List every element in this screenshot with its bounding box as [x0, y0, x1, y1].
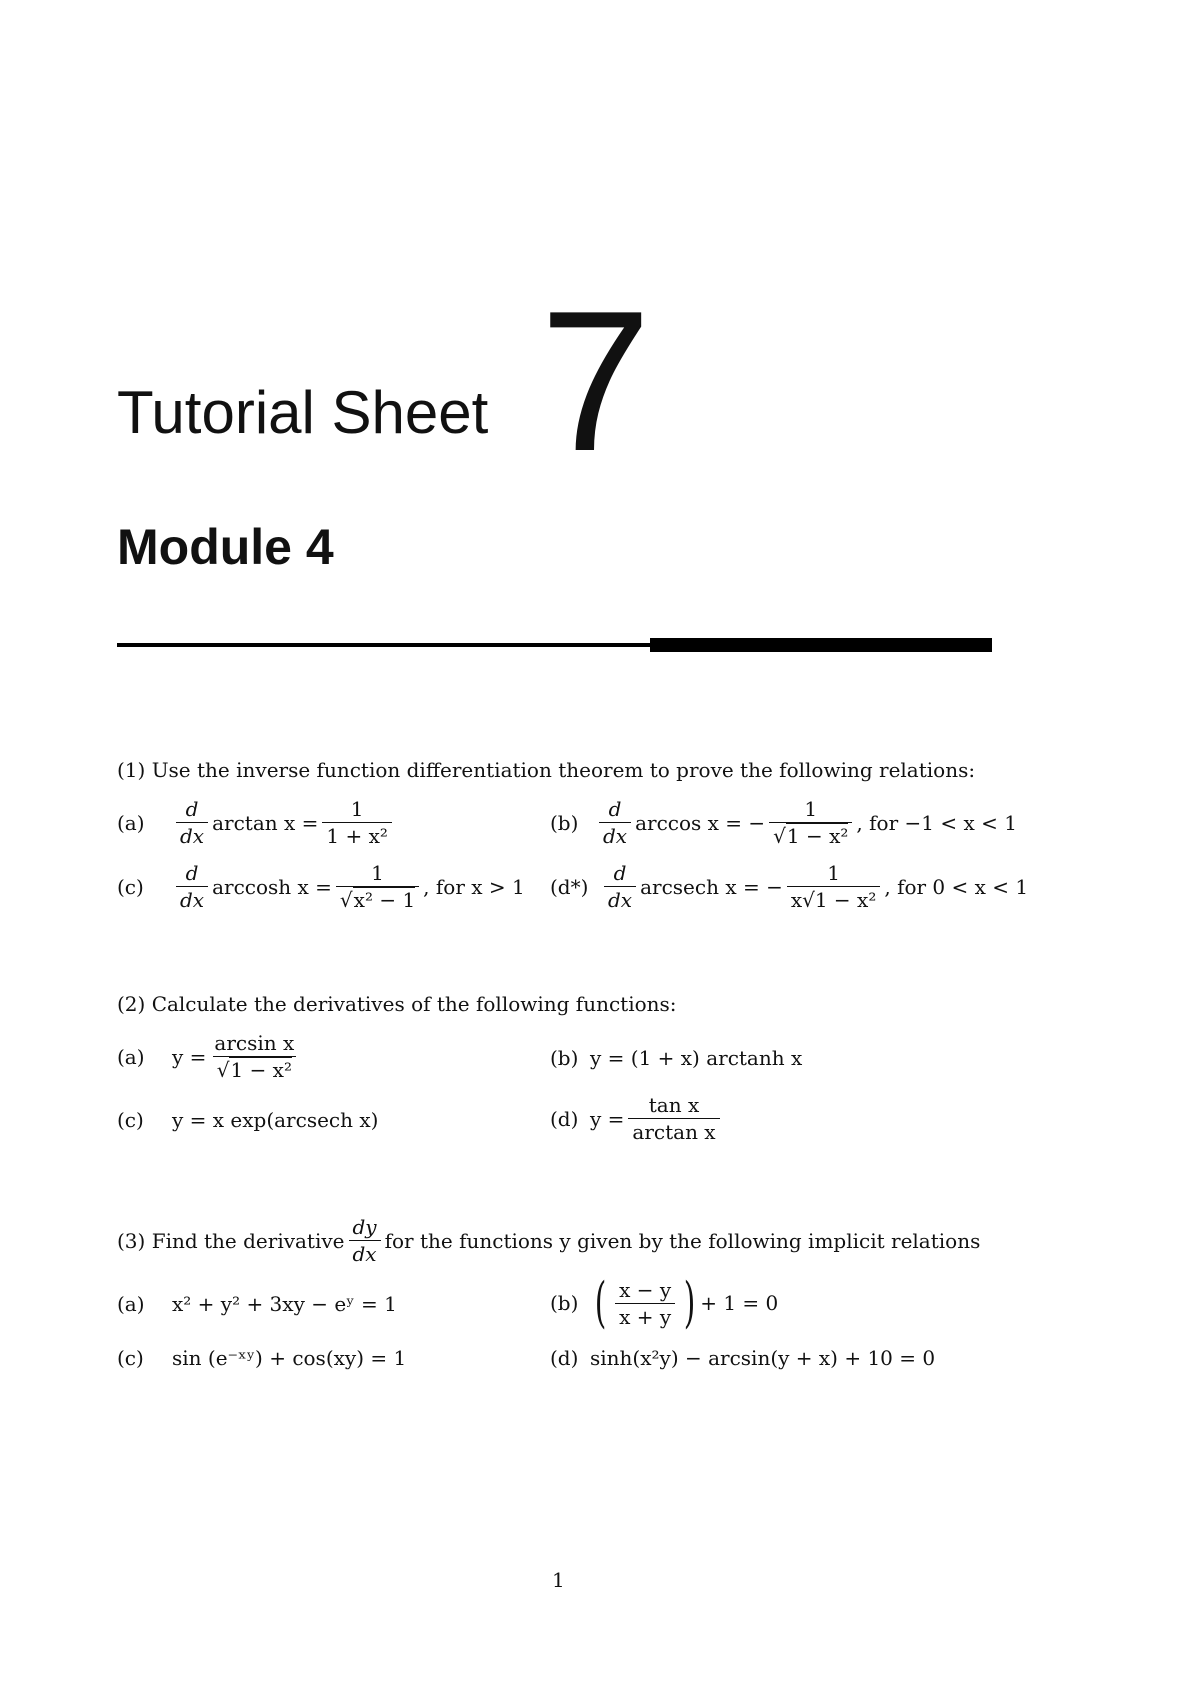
q3b-rest: + 1 = 0 — [700, 1291, 779, 1315]
item-label: (c) — [117, 1346, 144, 1370]
module-heading: Module 4 — [117, 519, 334, 575]
q1a-fraction: $\frac{1}{\text{1 + x²}}$ — [322, 798, 392, 847]
q1c-fraction: $\frac{1}{\text{√x² − 1}}$ — [336, 862, 419, 911]
item-label: (a) — [117, 810, 145, 835]
q3c-expr: sin (e⁻ˣʸ) + cos(xy) = 1 — [172, 1346, 407, 1370]
q2-item-b — [550, 1046, 802, 1070]
q1c-lhs: arccosh x = — [212, 874, 332, 899]
q1b-condition: , for −1 < x < 1 — [856, 810, 1017, 835]
ddx-fraction: $\frac{d}{dx}$ — [599, 798, 631, 847]
q3d-expr: sinh(x²y) − arcsin(y + x) + 10 = 0 — [590, 1346, 936, 1370]
ddx-fraction: $\frac{d}{dx}$ — [176, 798, 208, 847]
q1-item-a — [117, 798, 396, 847]
dydx-fraction: $\frac{dy}{dx}$ — [349, 1216, 381, 1265]
q2a-lhs: y = — [172, 1044, 207, 1069]
item-label: (d) — [550, 1346, 579, 1370]
q2-item-c — [117, 1108, 378, 1132]
q2d-fraction: $\frac{\text{tan x}}{\text{arctan x}}$ — [628, 1094, 719, 1143]
q2-item-d — [550, 1094, 724, 1143]
q2-item-a — [117, 1032, 302, 1081]
q2-intro: (2) Calculate the derivatives of the following functions: — [117, 992, 677, 1016]
sheet-number: 7 — [540, 270, 652, 493]
q1b-fraction: $\frac{1}{\text{√1 − x²}}$ — [769, 798, 852, 847]
item-label: (d) — [550, 1106, 579, 1131]
q1b-lhs: arccos x = − — [635, 810, 766, 835]
item-label: (a) — [117, 1292, 145, 1316]
item-label: (b) — [550, 1291, 579, 1315]
item-label: (d*) — [550, 874, 589, 899]
item-label: (b) — [550, 810, 579, 835]
ddx-fraction: $\frac{d}{dx}$ — [604, 862, 636, 911]
q2b-expr: y = (1 + x) arctanh x — [590, 1046, 803, 1070]
q3-intro — [117, 1216, 980, 1265]
q1-item-d — [550, 862, 1028, 911]
item-label: (c) — [117, 874, 144, 899]
item-label: (b) — [550, 1046, 579, 1070]
item-label: (c) — [117, 1108, 144, 1132]
item-label: (a) — [117, 1044, 145, 1069]
header-rule-thick — [650, 638, 992, 652]
q1d-condition: , for 0 < x < 1 — [884, 874, 1029, 899]
q3-item-a — [117, 1292, 397, 1316]
q3-item-c — [117, 1346, 406, 1370]
q3-item-d — [550, 1346, 935, 1370]
page-number: 1 — [552, 1568, 565, 1592]
sheet-title: Tutorial Sheet — [117, 379, 489, 446]
q1-item-c — [117, 862, 525, 911]
q1a-lhs: arctan x = — [212, 810, 319, 835]
header-rule-thin — [117, 643, 652, 647]
q1c-condition: , for x > 1 — [423, 874, 525, 899]
q2c-expr: y = x exp(arcsech x) — [172, 1108, 379, 1132]
q1d-fraction: $\frac{1}{\text{x√1 − x²}}$ — [787, 862, 881, 911]
q2d-lhs: y = — [590, 1106, 625, 1131]
q3a-expr: x² + y² + 3xy − eʸ = 1 — [172, 1292, 397, 1316]
ddx-fraction: $\frac{d}{dx}$ — [176, 862, 208, 911]
q3-item-b: (b) ( $\frac{x - y}{x + y}$ ) + 1 = 0 — [550, 1271, 779, 1334]
q1-item-b — [550, 798, 1017, 847]
q3b-fraction: $\frac{x - y}{x + y}$ — [615, 1279, 675, 1328]
q2a-fraction: $\frac{\text{arcsin x}}{\text{√1 − x²}}$ — [214, 1031, 295, 1082]
q1-intro: (1) Use the inverse function differentiation theorem to prove the following relations: — [117, 758, 976, 782]
q1d-lhs: arcsech x = − — [640, 874, 783, 899]
q3-intro-end: for the functions y given by the following implicit relations — [384, 1228, 981, 1253]
q3-intro-start: (3) Find the derivative — [117, 1228, 345, 1253]
